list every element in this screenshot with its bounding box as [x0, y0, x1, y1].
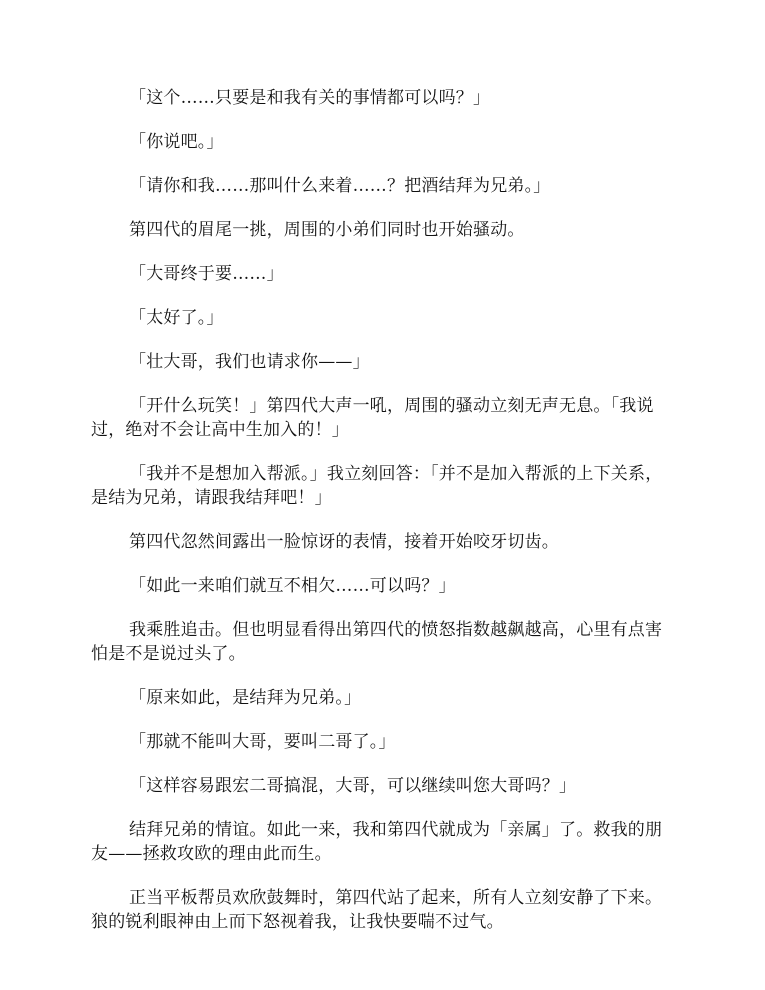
- paragraph-5: 「大哥终于要……」: [129, 264, 284, 284]
- paragraph-7: 「壮大哥，我们也请求你——」: [129, 352, 370, 372]
- text-body: [91, 86, 677, 954]
- paragraph-6: 「太好了。」: [129, 308, 224, 328]
- paragraph-11: 「如此一来咱们就互不相欠……可以吗？」: [129, 576, 456, 596]
- paragraph-13: 「原来如此，是结拜为兄弟。」: [129, 688, 362, 708]
- paragraph-14: 「那就不能叫大哥，要叫二哥了。」: [129, 732, 396, 752]
- paragraph-2: 「你说吧。」: [129, 132, 224, 152]
- paragraph-16: 结拜兄弟的情谊。如此一来，我和第四代就成为「亲属」了。救我的朋友——拯救攻欧的理由此而生。: [91, 820, 663, 864]
- paragraph-17: 正当平板帮员欢欣鼓舞时，第四代站了起来，所有人立刻安静了下来。狼的锐利眼神由上而下怒视着我，让我快要喘不过气。: [91, 888, 663, 932]
- paragraph-12: 我乘胜追击。但也明显看得出第四代的愤怒指数越飙越高，心里有点害怕是不是说过头了。: [91, 620, 663, 664]
- paragraph-10: 第四代忽然间露出一脸惊讶的表情，接着开始咬牙切齿。: [129, 532, 559, 552]
- paragraph-4: 第四代的眉尾一挑，周围的小弟们同时也开始骚动。: [129, 220, 525, 240]
- paragraph-1: 「这个……只要是和我有关的事情都可以吗？」: [129, 88, 491, 108]
- paragraph-8: 「开什么玩笑！」第四代大声一吼，周围的骚动立刻无声无息。「我说过，绝对不会让高中生加入的！」: [91, 396, 654, 440]
- paragraph-15: 「这样容易跟宏二哥搞混，大哥，可以继续叫您大哥吗？」: [129, 776, 577, 796]
- paragraph-9: 「我并不是想加入帮派。」我立刻回答：「并不是加入帮派的上下关系，是结为兄弟，请跟我结拜吧！」: [91, 464, 663, 508]
- paragraph-3: 「请你和我……那叫什么来着……？把酒结拜为兄弟。」: [129, 176, 551, 196]
